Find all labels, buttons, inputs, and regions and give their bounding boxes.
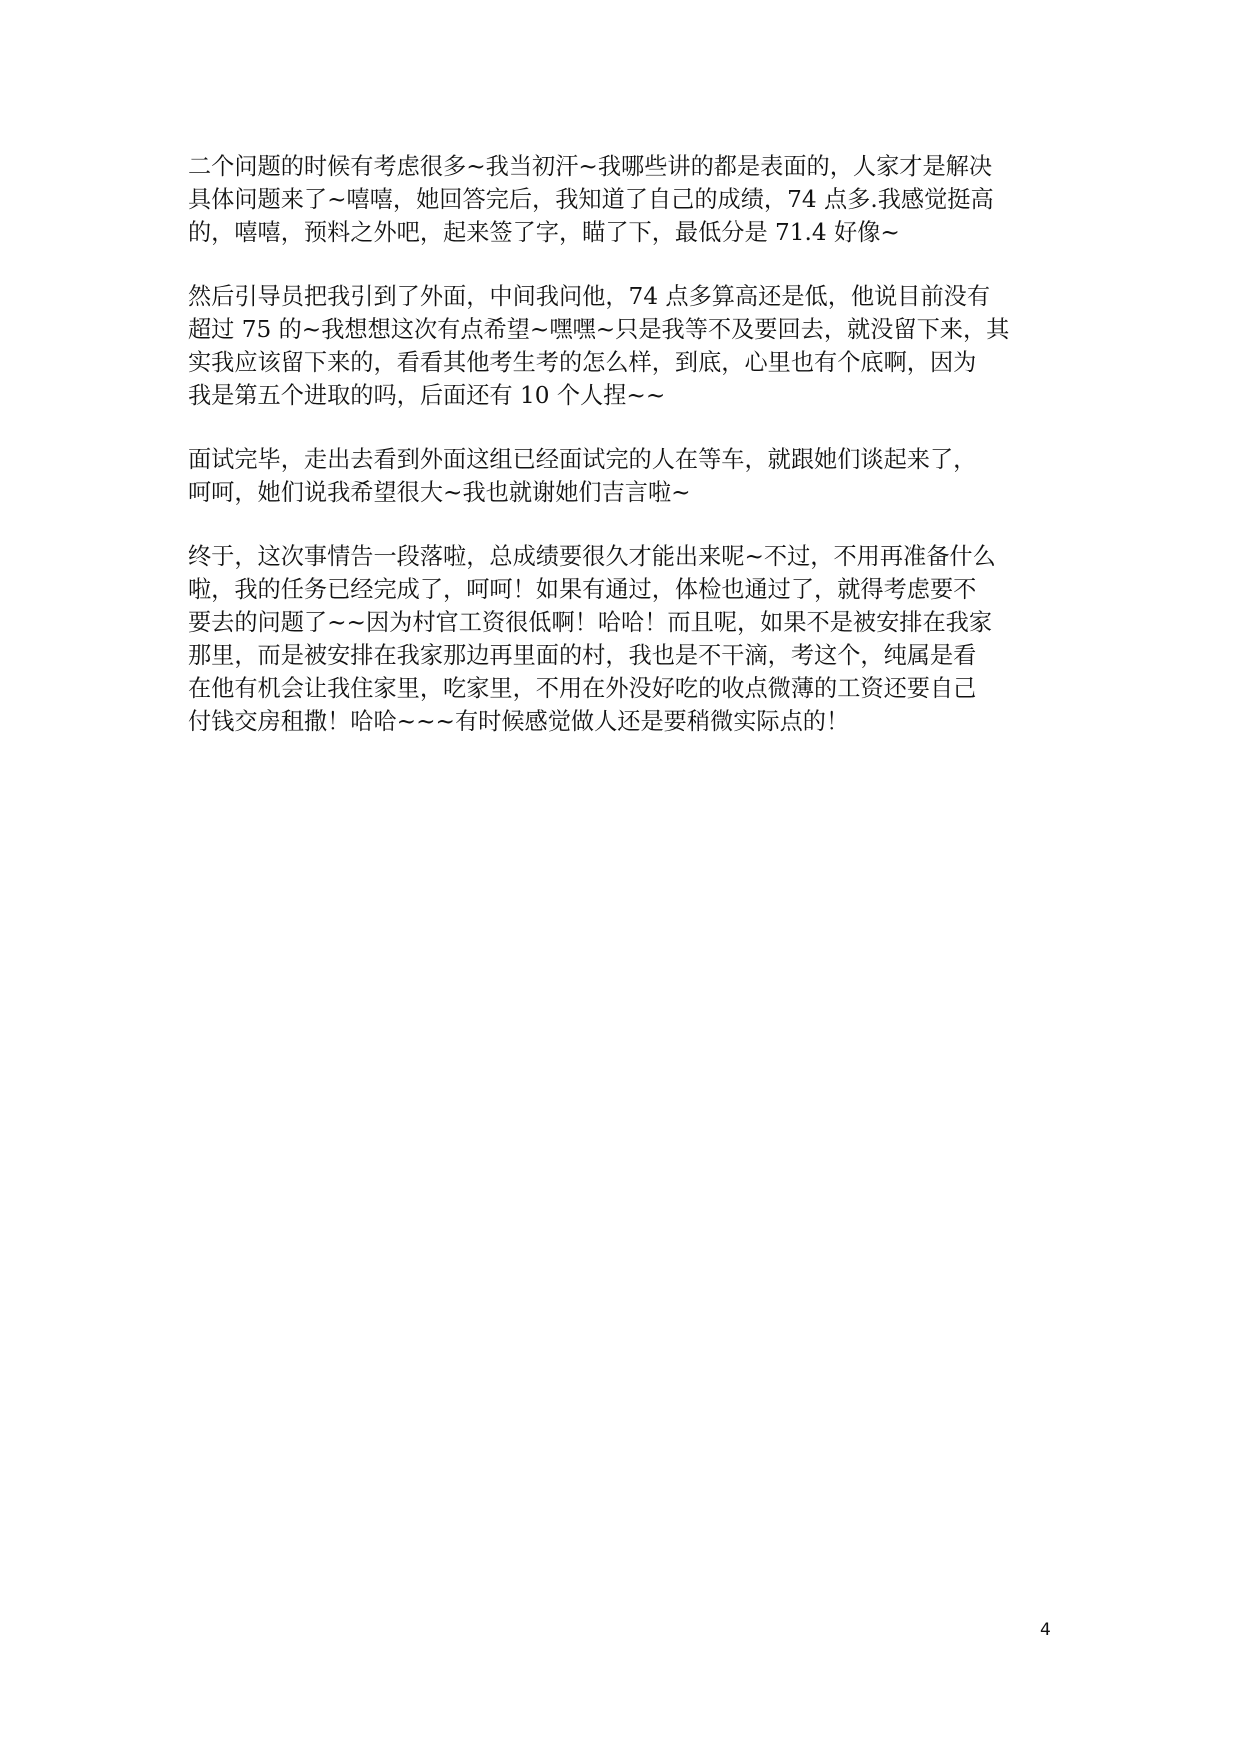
page-number: 4 bbox=[1040, 1620, 1051, 1640]
paragraph: 终于，这次事情告一段落啦，总成绩要很久才能出来呢~不过，不用再准备什么 啦，我的任务已经完成了，呵呵！如果有通过，体检也通过了，就得考虑要不 要去的问题了~~因为村官工资很低啊！哈哈！而且呢，如果不是被安排在我家 那里，而是被安排在我家那边再里面的村，我也是不干滴，考这个，纯属是看 在他有机会让我住家里，吃家里，不用在外没好吃的收点微薄的工资还要自己 付钱交房租撒！哈哈~~~有时候感觉做人还是要稍微实际点的！ bbox=[188, 543, 996, 735]
paragraph: 面试完毕，走出去看到外面这组已经面试完的人在等车，就跟她们谈起来了， 呵呵，她们说我希望很大~我也就谢她们吉言啦~ bbox=[188, 446, 977, 506]
body-text bbox=[188, 150, 1068, 769]
paragraph: 然后引导员把我引到了外面，中间我问他，74 点多算高还是低，他说目前没有 超过 75 的~我想想这次有点希望~嘿嘿~只是我等不及要回去，就没留下来，其 实我应该留下来的，看看其他考生考的怎么样，到底，心里也有个底啊，因为 我是第五个进取的吗，后面还有 10 个人捏~~ bbox=[188, 283, 1010, 409]
paragraph: 二个问题的时候有考虑很多~我当初汗~我哪些讲的都是表面的，人家才是解决 具体问题来了~嘻嘻，她回答完后，我知道了自己的成绩，74 点多.我感觉挺高 的，嘻嘻，预料之外吧，起来签了字，瞄了下，最低分是 71.4 好像~ bbox=[188, 153, 994, 246]
